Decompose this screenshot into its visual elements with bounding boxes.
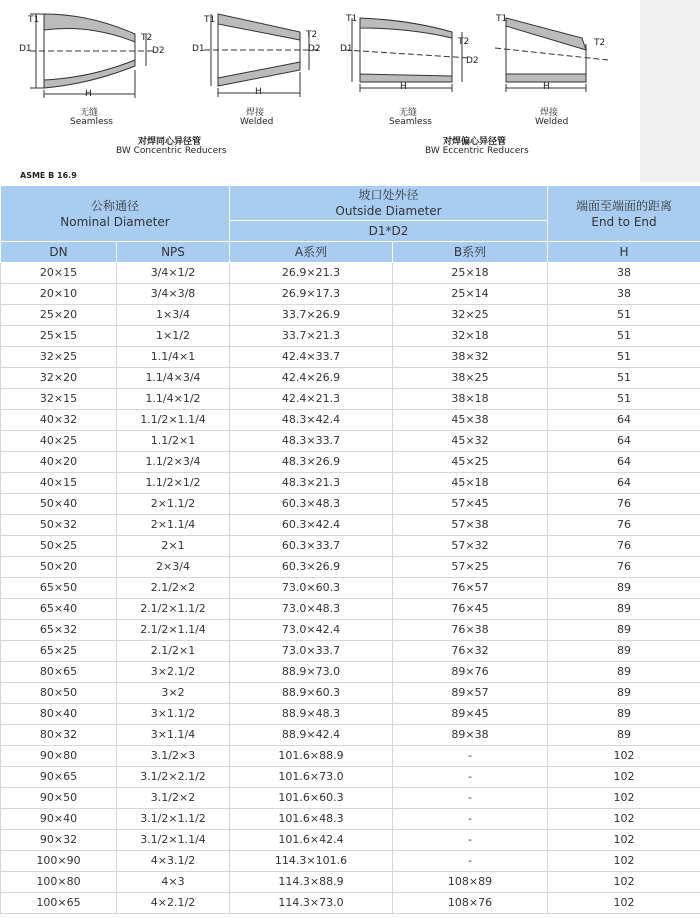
table-row [1,515,700,536]
dn-cell: 100×65 [1,893,117,914]
table-row [1,263,700,284]
d2-label-3: D2 [466,56,479,66]
t1-label-4: T1 [496,14,508,24]
series-b-cell: - [393,830,548,851]
h-label-3: H [400,82,407,92]
table-row [1,578,700,599]
table-row [1,536,700,557]
series-a-cell: 33.7×26.9 [230,305,393,326]
series-a-cell: 48.3×26.9 [230,452,393,473]
dn-cell: 50×32 [1,515,117,536]
series-b-cell: 108×89 [393,872,548,893]
t2-label: T2 [141,33,153,43]
nps-cell: 4×3 [117,872,230,893]
series-b-cell: 108×76 [393,893,548,914]
series-a-cell: 101.6×48.3 [230,809,393,830]
nps-cell: 3×2.1/2 [117,662,230,683]
series-a-cell: 73.0×60.3 [230,578,393,599]
series-b-cell: 32×25 [393,305,548,326]
h-cell: 51 [548,368,700,389]
table-row [1,662,700,683]
nps-cell: 2.1/2×2 [117,578,230,599]
series-a-cell: 48.3×21.3 [230,473,393,494]
series-b-cell: 57×32 [393,536,548,557]
series-a-cell: 101.6×42.4 [230,830,393,851]
dn-cell: 65×32 [1,620,117,641]
table-row [1,767,700,788]
h-cell: 38 [548,263,700,284]
h-cell: 102 [548,893,700,914]
concentric-welded-drawing [204,14,320,97]
table-row [1,851,700,872]
h-cell: 51 [548,305,700,326]
nps-cell: 3.1/2×3 [117,746,230,767]
reducer-dimensions-table [0,185,700,914]
table-row [1,284,700,305]
nps-cell: 2×1 [117,536,230,557]
series-b-cell: 45×25 [393,452,548,473]
d2-label: D2 [152,46,165,56]
table-row [1,872,700,893]
eccentric-title-cn: 对焊偏心异径管 [443,137,507,147]
dn-cell: 65×50 [1,578,117,599]
nps-cell: 3×1.1/2 [117,704,230,725]
concentric-seamless-en: Seamless [70,117,113,127]
series-a-cell: 60.3×42.4 [230,515,393,536]
series-b-cell: 76×57 [393,578,548,599]
dn-cell: 40×20 [1,452,117,473]
dn-cell: 40×32 [1,410,117,431]
series-b-cell: 89×76 [393,662,548,683]
concentric-welded-en: Welded [240,117,274,127]
nps-cell: 3.1/2×1.1/2 [117,809,230,830]
reducer-diagrams [0,0,640,182]
table-row [1,494,700,515]
table-row [1,704,700,725]
d1-label-3: D1 [340,44,353,54]
dn-cell: 80×50 [1,683,117,704]
t2-label-2: T2 [306,30,318,40]
table-row [1,305,700,326]
table-row [1,473,700,494]
h-cell: 102 [548,851,700,872]
eccentric-seamless-drawing [345,18,470,92]
table-row [1,788,700,809]
dn-cell: 90×32 [1,830,117,851]
series-a-cell: 60.3×26.9 [230,557,393,578]
nps-cell: 2×3/4 [117,557,230,578]
h-cell: 102 [548,872,700,893]
nps-header: NPS [117,242,230,263]
series-b-cell: 89×38 [393,725,548,746]
series-a-cell: 88.9×60.3 [230,683,393,704]
concentric-title-en: BW Concentric Reducers [116,146,227,156]
nps-cell: 3.1/2×1.1/4 [117,830,230,851]
d2-label-2: D2 [308,44,321,54]
series-a-cell: 26.9×17.3 [230,284,393,305]
eccentric-welded-en: Welded [535,117,569,127]
end-to-end-header [548,186,700,242]
table-row [1,599,700,620]
nps-cell: 4×3.1/2 [117,851,230,872]
nps-cell: 2.1/2×1.1/2 [117,599,230,620]
eccentric-welded-drawing [495,18,608,92]
series-a-cell: 33.7×21.3 [230,326,393,347]
nps-cell: 1.1/2×1 [117,431,230,452]
h-cell: 76 [548,515,700,536]
nps-cell: 3.1/2×2 [117,788,230,809]
t2-label-3: T2 [458,37,470,47]
nps-cell: 2.1/2×1.1/4 [117,620,230,641]
h-cell: 64 [548,431,700,452]
h-cell: 102 [548,830,700,851]
dn-cell: 90×65 [1,767,117,788]
nps-cell: 3.1/2×2.1/2 [117,767,230,788]
table-row [1,326,700,347]
series-a-cell: 73.0×33.7 [230,641,393,662]
t2-label-4: T2 [594,38,606,48]
nps-cell: 1.1/4×1 [117,347,230,368]
nps-cell: 2.1/2×1 [117,641,230,662]
h-cell: 89 [548,641,700,662]
dn-cell: 40×25 [1,431,117,452]
outside-diameter-header [230,186,548,221]
series-b-cell: 38×18 [393,389,548,410]
series-a-cell: 114.3×73.0 [230,893,393,914]
nps-cell: 1.1/2×1/2 [117,473,230,494]
nps-cell: 3/4×3/8 [117,284,230,305]
h-label-2: H [255,87,262,97]
h-cell: 64 [548,452,700,473]
table-row [1,746,700,767]
series-b-cell: - [393,851,548,872]
nominal-diameter-cn: 公称通径 [91,198,140,213]
series-a-cell: 26.9×21.3 [230,263,393,284]
series-a-cell: 88.9×42.4 [230,725,393,746]
dn-cell: 32×25 [1,347,117,368]
h-cell: 102 [548,788,700,809]
dn-cell: 25×20 [1,305,117,326]
dn-cell: 65×25 [1,641,117,662]
table-row [1,410,700,431]
nps-cell: 2×1.1/2 [117,494,230,515]
d1-label-2: D1 [192,44,205,54]
series-a-cell: 73.0×42.4 [230,620,393,641]
h-header: H [548,242,700,263]
series-b-cell: 76×32 [393,641,548,662]
h-cell: 89 [548,662,700,683]
table-body [1,263,700,914]
nps-cell: 1×1/2 [117,326,230,347]
nps-cell: 1×3/4 [117,305,230,326]
dn-cell: 90×80 [1,746,117,767]
h-cell: 89 [548,599,700,620]
table-row [1,431,700,452]
dn-cell: 40×15 [1,473,117,494]
series-b-cell: 38×25 [393,368,548,389]
series-a-cell: 42.4×33.7 [230,347,393,368]
table-row [1,893,700,914]
h-cell: 64 [548,473,700,494]
h-cell: 76 [548,494,700,515]
dn-cell: 80×65 [1,662,117,683]
nps-cell: 3/4×1/2 [117,263,230,284]
h-cell: 102 [548,809,700,830]
dn-cell: 20×10 [1,284,117,305]
t1-label-2: T1 [204,15,216,25]
eccentric-seamless-en: Seamless [389,117,432,127]
h-cell: 89 [548,725,700,746]
series-a-cell: 101.6×88.9 [230,746,393,767]
dn-cell: 100×80 [1,872,117,893]
h-cell: 76 [548,536,700,557]
h-cell: 102 [548,767,700,788]
h-cell: 51 [548,326,700,347]
nps-cell: 3×2 [117,683,230,704]
dn-cell: 100×90 [1,851,117,872]
nps-cell: 1.1/2×1.1/4 [117,410,230,431]
h-cell: 89 [548,704,700,725]
series-b-cell: 45×38 [393,410,548,431]
series-a-cell: 114.3×101.6 [230,851,393,872]
series-b-cell: 32×18 [393,326,548,347]
d1-label: D1 [19,44,32,54]
h-cell: 89 [548,683,700,704]
series-a-cell: 48.3×33.7 [230,431,393,452]
series-b-cell: - [393,809,548,830]
h-label: H [85,89,92,99]
end-to-end-en: End to End [591,214,657,229]
concentric-seamless-cn: 无缝 [80,108,99,118]
series-a-cell: 48.3×42.4 [230,410,393,431]
series-b-cell: 57×25 [393,557,548,578]
dn-cell: 50×40 [1,494,117,515]
dn-cell: 80×40 [1,704,117,725]
series-b-cell: 57×45 [393,494,548,515]
series-b-cell: 89×57 [393,683,548,704]
series-b-cell: 57×38 [393,515,548,536]
table-row [1,683,700,704]
series-b-cell: 25×14 [393,284,548,305]
table-row [1,725,700,746]
nps-cell: 3×1.1/4 [117,725,230,746]
dn-cell: 20×15 [1,263,117,284]
table-row [1,389,700,410]
series-b-cell: 38×32 [393,347,548,368]
concentric-title-cn: 对焊同心异径管 [138,137,202,147]
h-cell: 76 [548,557,700,578]
series-a-cell: 88.9×73.0 [230,662,393,683]
series-b-cell: 89×45 [393,704,548,725]
dn-cell: 32×15 [1,389,117,410]
dn-header: DN [1,242,117,263]
series-b-cell: 76×38 [393,620,548,641]
series-b-cell: 45×32 [393,431,548,452]
series-b-cell: - [393,788,548,809]
table-row [1,830,700,851]
series-b-cell: 76×45 [393,599,548,620]
t1-label-3: T1 [346,14,358,24]
series-a-cell: 42.4×21.3 [230,389,393,410]
series-a-cell: 42.4×26.9 [230,368,393,389]
dn-cell: 80×32 [1,725,117,746]
nps-cell: 1.1/4×3/4 [117,368,230,389]
h-cell: 89 [548,578,700,599]
nps-cell: 1.1/4×1/2 [117,389,230,410]
series-a-cell: 101.6×73.0 [230,767,393,788]
table-row [1,452,700,473]
series-b-cell: - [393,746,548,767]
h-cell: 64 [548,410,700,431]
t1-label: T1 [28,15,40,25]
outside-diameter-en: Outside Diameter [335,204,442,218]
h-cell: 51 [548,347,700,368]
od-sub-header: D1*D2 [230,221,548,242]
series-b-cell: 25×18 [393,263,548,284]
end-to-end-cn: 端面至端面的距离 [576,198,673,213]
concentric-welded-cn: 焊接 [246,108,265,118]
dn-cell: 90×50 [1,788,117,809]
h-cell: 89 [548,620,700,641]
outside-diameter-cn: 坡口处外径 [358,188,419,202]
dn-cell: 90×40 [1,809,117,830]
series-a-cell: 60.3×48.3 [230,494,393,515]
table-row [1,809,700,830]
series-a-header: A系列 [230,242,393,263]
concentric-seamless-drawing [30,14,155,98]
nps-cell: 2×1.1/4 [117,515,230,536]
standard-label: ASME B 16.9 [20,171,77,180]
series-a-cell: 114.3×88.9 [230,872,393,893]
series-a-cell: 88.9×48.3 [230,704,393,725]
eccentric-title-en: BW Eccentric Reducers [425,146,529,156]
series-a-cell: 60.3×33.7 [230,536,393,557]
table-row [1,620,700,641]
series-a-cell: 73.0×48.3 [230,599,393,620]
nominal-diameter-en: Nominal Diameter [60,214,170,229]
dn-cell: 25×15 [1,326,117,347]
table-row [1,641,700,662]
table-row [1,347,700,368]
table-row [1,557,700,578]
table-row [1,368,700,389]
dn-cell: 32×20 [1,368,117,389]
right-gray-strip [640,0,700,182]
nps-cell: 4×2.1/2 [117,893,230,914]
h-cell: 51 [548,389,700,410]
dn-cell: 50×20 [1,557,117,578]
eccentric-seamless-cn: 无缝 [399,108,418,118]
dn-cell: 50×25 [1,536,117,557]
nominal-diameter-header [1,186,230,242]
h-label-4: H [543,82,550,92]
eccentric-welded-cn: 焊接 [540,108,559,118]
nps-cell: 1.1/2×3/4 [117,452,230,473]
dn-cell: 65×40 [1,599,117,620]
h-cell: 102 [548,746,700,767]
series-a-cell: 101.6×60.3 [230,788,393,809]
series-b-cell: 45×18 [393,473,548,494]
h-cell: 38 [548,284,700,305]
series-b-cell: - [393,767,548,788]
series-b-header: B系列 [393,242,548,263]
